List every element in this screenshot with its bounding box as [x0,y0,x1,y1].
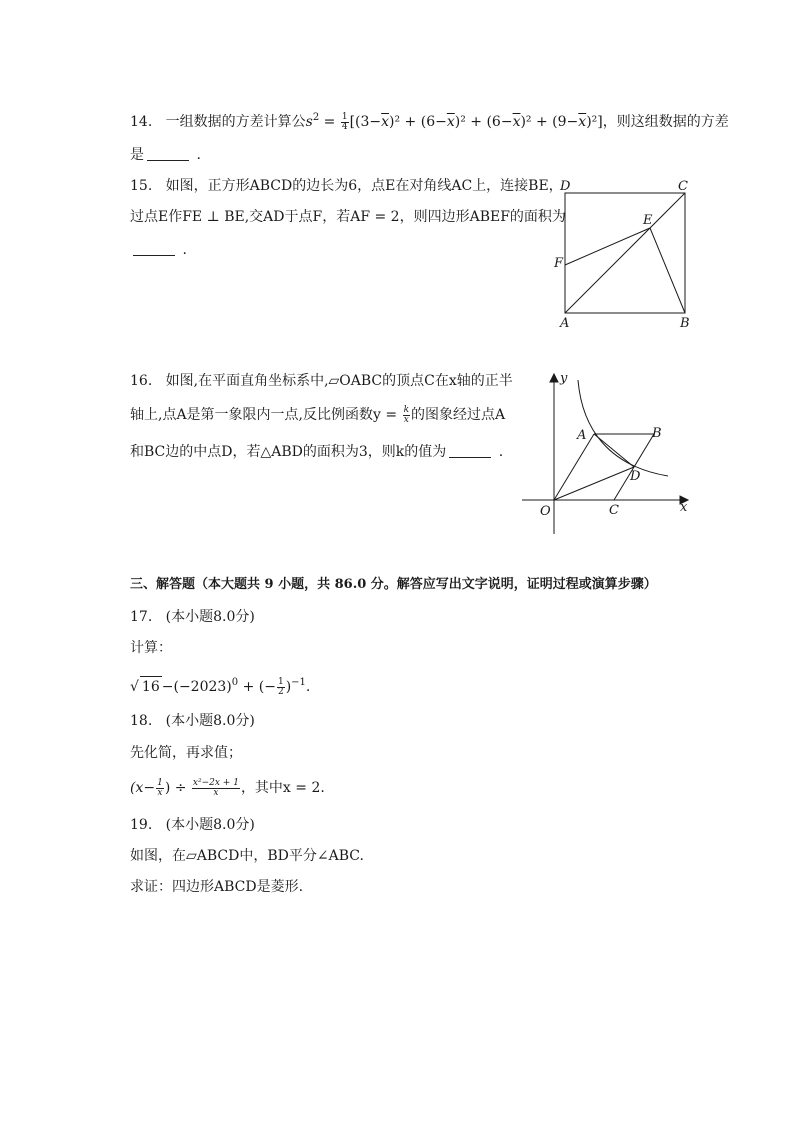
q17-sqrt-value: 16 [140,676,162,697]
q15-line2 [130,207,566,227]
q18-fraction-1 [156,779,164,798]
q18-expr-c: ，其中x = 2. [240,780,325,796]
q16-frac-den: x [403,414,409,425]
q17-expression [130,673,310,697]
q14-frac-num: 1 [341,111,348,122]
q14-line2-a: 是 [130,147,144,163]
q14-eq: = [319,114,340,130]
q16-label-x: x [680,500,688,515]
q14-formula-s: s [305,114,313,130]
q16-label-d: D [630,469,641,484]
q16-segment-ad [594,434,634,467]
q16-line3-end: . [498,444,504,460]
q14-term5: )²] [586,114,603,130]
q14-term1: [(3− [349,114,382,130]
q14-xbar-2: $\overline{x}$ [446,114,455,130]
q16-line1 [130,371,513,391]
q16-fraction [403,406,410,425]
q15-line1 [130,176,563,196]
q18-frac1-den: x [157,787,163,798]
q15-number: 15. [130,178,153,194]
q15-segment-be [650,228,685,313]
q16-frac-num: k [403,404,410,415]
q16-label-b: B [652,426,662,441]
q15-line3-end: . [182,242,187,258]
q17-expr-b: + (− [238,679,276,695]
q14-frac-den: 4 [341,121,348,132]
q15-diagonal-ac [565,193,685,313]
q18-score: (本小题8.0分) [165,713,255,729]
q15-label-c: C [678,179,688,194]
q16-number: 16. [130,373,153,389]
q15-square-figure [550,178,700,330]
q14-line2-b: . [196,147,201,163]
q18-expression [130,778,325,798]
q19-text-2: 求证：四边形ABCD是菱形. [130,879,304,895]
q15-label-f: F [554,256,564,271]
q14-text-b: ，则这组数据的方差 [602,114,729,130]
q16-text-2a: 轴上,点A是第一象限内一点,反比例函数y = [130,407,402,423]
q14-answer-blank[interactable] [147,146,189,161]
q19-text-1: 如图，在▱ABCD中，BD平分∠ABC. [130,848,364,864]
q17-header [130,607,255,627]
q16-label-y: y [560,371,568,386]
q18-expr-a: (x− [130,780,156,796]
q17-fraction [277,678,285,697]
q14-fraction [341,113,349,132]
q15-text-2: 过点E作FE ⊥ BE,交AD于点F，若AF = 2，则四边形ABEF的面积为 [130,209,566,225]
q16-line2 [130,405,505,425]
q17-frac-num: 1 [277,676,284,687]
q16-text-2b: 的图象经过点A [411,407,506,423]
q17-instruction: 计算： [130,640,172,656]
q16-text-1: 如图,在平面直角坐标系中,▱OABC的顶点C在x轴的正半 [165,373,513,389]
q14-term2: )² + (6− [389,114,447,130]
q15-answer-blank[interactable] [133,241,175,256]
q18-expr-b: ) ÷ [164,780,191,796]
sqrt-sign: √ [130,679,139,695]
q14-xbar-4: $\overline{x}$ [578,114,587,130]
q18-fraction-2 [192,779,240,798]
q15-label-a: A [560,316,570,330]
q17-exp-neg1: −1 [291,677,306,688]
q15-text-1: 如图，正方形ABCD的边长为6，点E在对角线AC上，连接BE， [165,178,563,194]
q14-number: 14. [130,114,153,130]
q19-score: (本小题8.0分) [165,817,255,833]
q14-xbar-1: $\overline{x}$ [381,114,390,130]
q14-line1: 14. 一组数据的方差计算公$s^2$ = $\frac{1}{4}$ $[(3-\overline{x})^2 + (6-\overline{x})^2 + (6-\overline{x})^2 + (9-\overline{x})^2]$，则这组数据的方差 [130,111,729,132]
q15-label-e: E [643,213,653,228]
q18-frac1-num: 1 [157,777,163,788]
q16-label-a: A [577,428,587,443]
q16-answer-blank[interactable] [449,443,491,458]
q14-line2 [130,145,201,165]
q15-segment-fe [565,228,650,265]
q17-score: (本小题8.0分) [165,609,255,625]
q18-frac2-den: x [213,787,219,798]
q18-number: 18. [130,713,153,729]
q16-label-o: O [540,504,551,519]
q19-number: 19. [130,817,153,833]
q16-segment-od [554,467,634,500]
q19-header [130,815,255,835]
q15-label-d: D [560,179,571,194]
q18-instruction: 先化简，再求值； [130,745,242,761]
q15-line3 [130,240,187,260]
q17-frac-den: 2 [277,686,284,697]
q18-frac2-num: x²−2x + 1 [192,777,239,788]
q17-expr-a: −(−2023) [161,679,232,695]
q14-term3: )² + (6− [454,114,513,130]
q17-expr-c: ) [285,679,292,695]
q16-line3 [130,442,503,462]
q18-header [130,711,255,731]
q17-end: . [305,679,311,695]
q16-label-c: C [609,503,619,518]
q17-exp0: 0 [231,677,239,688]
q17-number: 17. [130,609,153,625]
section3-heading: 三、解答题（本大题共 9 小题，共 86.0 分。解答应写出文字说明，证明过程或演算步骤） [130,577,657,592]
q16-segment-oa [554,434,594,500]
q15-label-b: B [680,316,690,330]
q14-text-a: 一组数据的方差计算公 [165,114,306,130]
q14-xbar-3: $\overline{x}$ [512,114,521,130]
q14-term4: )² + (9− [520,114,579,130]
q16-coordinate-figure [518,368,694,538]
q16-text-3: 和BC边的中点D，若△ABD的面积为3，则k的值为 [130,444,447,460]
